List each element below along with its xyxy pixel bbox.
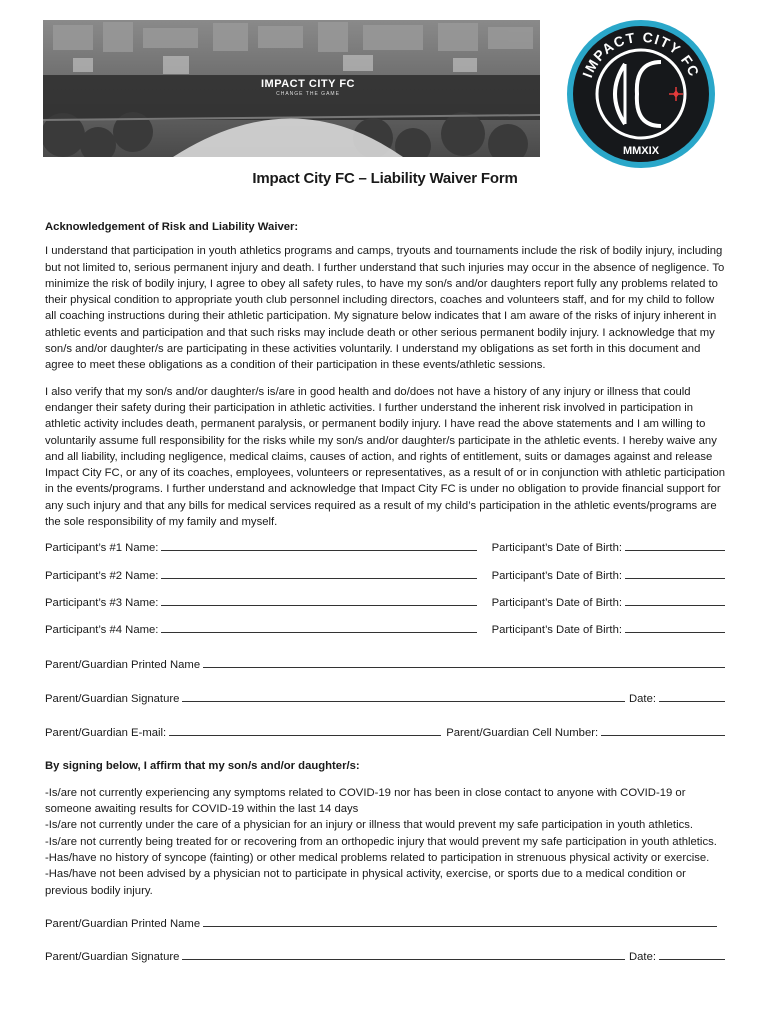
participant-name-field[interactable] — [161, 567, 477, 579]
participant-row — [45, 567, 725, 584]
crest-icon — [565, 18, 717, 170]
guardian-cell-field[interactable] — [601, 724, 725, 736]
participant-row — [45, 621, 725, 638]
crest-year: MMXIX — [622, 145, 660, 157]
guardian2-printed-name-label: Parent/Guardian Printed Name — [45, 917, 201, 930]
participant-name-field[interactable] — [161, 594, 477, 606]
date-field[interactable] — [659, 690, 725, 702]
participant-name-field[interactable] — [161, 621, 477, 633]
participant-row — [45, 594, 725, 611]
date2-field[interactable] — [659, 948, 725, 960]
crest-ring-text: IMPACT CITY FC — [579, 28, 703, 80]
guardian-contact-row — [45, 724, 725, 741]
participant-dob-label: Participant’s Date of Birth: — [491, 596, 622, 609]
guardian-signature-label: Parent/Guardian Signature — [45, 692, 180, 705]
participant-name-label: Participant’s #4 Name: — [45, 624, 159, 637]
participant-name-label: Participant’s #3 Name: — [45, 596, 159, 609]
guardian-email-field[interactable] — [169, 724, 441, 736]
date-label: Date: — [628, 692, 656, 705]
guardian2-printed-name-field[interactable] — [203, 915, 717, 927]
guardian-signature-row — [45, 690, 725, 707]
participant-dob-field[interactable] — [625, 621, 725, 633]
covid-item: -Is/are not currently under the care of a physician for an injury or illness that would prevent my safe participation in youth athletics. — [45, 819, 694, 832]
covid-item: -Is/are not currently experiencing any symptoms related to COVID-19 nor has been in close contact to anyone with COVID-19 or someone awaiting results for COVID-19 within the last 14 days — [45, 786, 686, 816]
guardian2-signature-field[interactable] — [182, 948, 625, 960]
participant-name-label: Participant’s #2 Name: — [45, 569, 159, 582]
participant-dob-label: Participant’s Date of Birth: — [491, 542, 622, 555]
participant-dob-field[interactable] — [625, 539, 725, 551]
guardian-printed-name-row — [45, 656, 725, 673]
guardian2-signature-label: Parent/Guardian Signature — [45, 951, 180, 964]
header-banner-image — [43, 20, 540, 157]
covid-item: -Has/have no history of syncope (fainting) or other medical problems related to participation in strenuous physical activity or exercise. — [45, 851, 710, 864]
page-title: Impact City FC – Liability Waiver Form — [252, 170, 518, 187]
section-heading: Acknowledgement of Risk and Liability Waiver: — [45, 221, 299, 233]
guardian-signature-field[interactable] — [182, 690, 625, 702]
participant-name-label: Participant’s #1 Name: — [45, 542, 159, 555]
guardian-cell-label: Parent/Guardian Cell Number: — [446, 727, 599, 740]
guardian-printed-name-label: Parent/Guardian Printed Name — [45, 658, 201, 671]
participant-row — [45, 539, 725, 556]
banner-brand: IMPACT CITY FC — [261, 78, 355, 90]
participant-dob-label: Participant’s Date of Birth: — [491, 569, 622, 582]
club-crest-logo — [565, 18, 717, 170]
participant-name-field[interactable] — [161, 539, 477, 551]
covid-heading: By signing below, I affirm that my son/s and/or daughter/s: — [45, 760, 360, 773]
risk-paragraph: I understand that participation in youth athletics programs and camps, tryouts and tournaments include the risk of bodily injury, including but not limited to, serious permanent injury and death. I further understand that such injuries may occur in the absence of negligence. To minimize the risk of bodily injury, I agree to obey all safety rules, to have my son/s and/or daughters report fully any problems related to their physical condition to appropriate youth club personnel including directors, coaches and volunteers staff, and for my child to follow all coaching instructions during their athletic participation. My signature below indicates that I am aware of the risks of injury inherent in athletic events and participation and that such risks may include death or other serious permanent bodily injury. I acknowledge that my son/s and/or daughter/s are participating in these activities voluntarily. I understand my obligations as set forth in this document and agree to meet these obligations as a condition of their participation in these events/athletic sessions. — [45, 245, 725, 372]
guardian-email-label: Parent/Guardian E-mail: — [45, 727, 167, 740]
date2-label: Date: — [628, 951, 656, 964]
waiver-body — [45, 219, 725, 965]
guardian2-printed-name-row — [45, 915, 725, 932]
covid-item: -Is/are not currently being treated for or recovering from an orthopedic injury that would prevent my safe participation in youth athletics. — [45, 835, 717, 848]
participant-dob-field[interactable] — [625, 594, 725, 606]
banner-tagline: CHANGE THE GAME — [276, 91, 340, 97]
health-paragraph: I also verify that my son/s and/or daughter/s is/are in good health and do/does not have a history of any injury or illness that could endanger their safety during their participation in athletic activities. I further understand the inherent risk involved in participation in athletic activity includes death, permanent paralysis, or permanent bodily injury. I have read the above statements and I am willing to voluntarily assume full responsibility for the risks while my son/s and/or daughter/s participate in the athletic events. I hereby waive any and all liability, including negligence, medical claims, causes of action, and rights of entitlement, suits or damages against and release Impact City FC, or any of its coaches, employees, volunteers or representatives, as a result of or in conjunction with athletic participation in the events/programs. I further understand and acknowledge that Impact City FC is under no obligation to provide financial support for any such injury and that any bills for medical services required as a result of my child’s participation in the athletic events/programs are the sole responsibility of my family and myself. — [45, 385, 726, 529]
covid-item: -Has/have not been advised by a physician not to participate in physical activity, exercise, or sports due to a medical condition or previous bodily injury. — [45, 868, 686, 897]
guardian2-signature-row — [45, 948, 725, 965]
participant-dob-label: Participant’s Date of Birth: — [491, 624, 622, 637]
participant-dob-field[interactable] — [625, 567, 725, 579]
guardian-printed-name-field[interactable] — [203, 656, 725, 668]
